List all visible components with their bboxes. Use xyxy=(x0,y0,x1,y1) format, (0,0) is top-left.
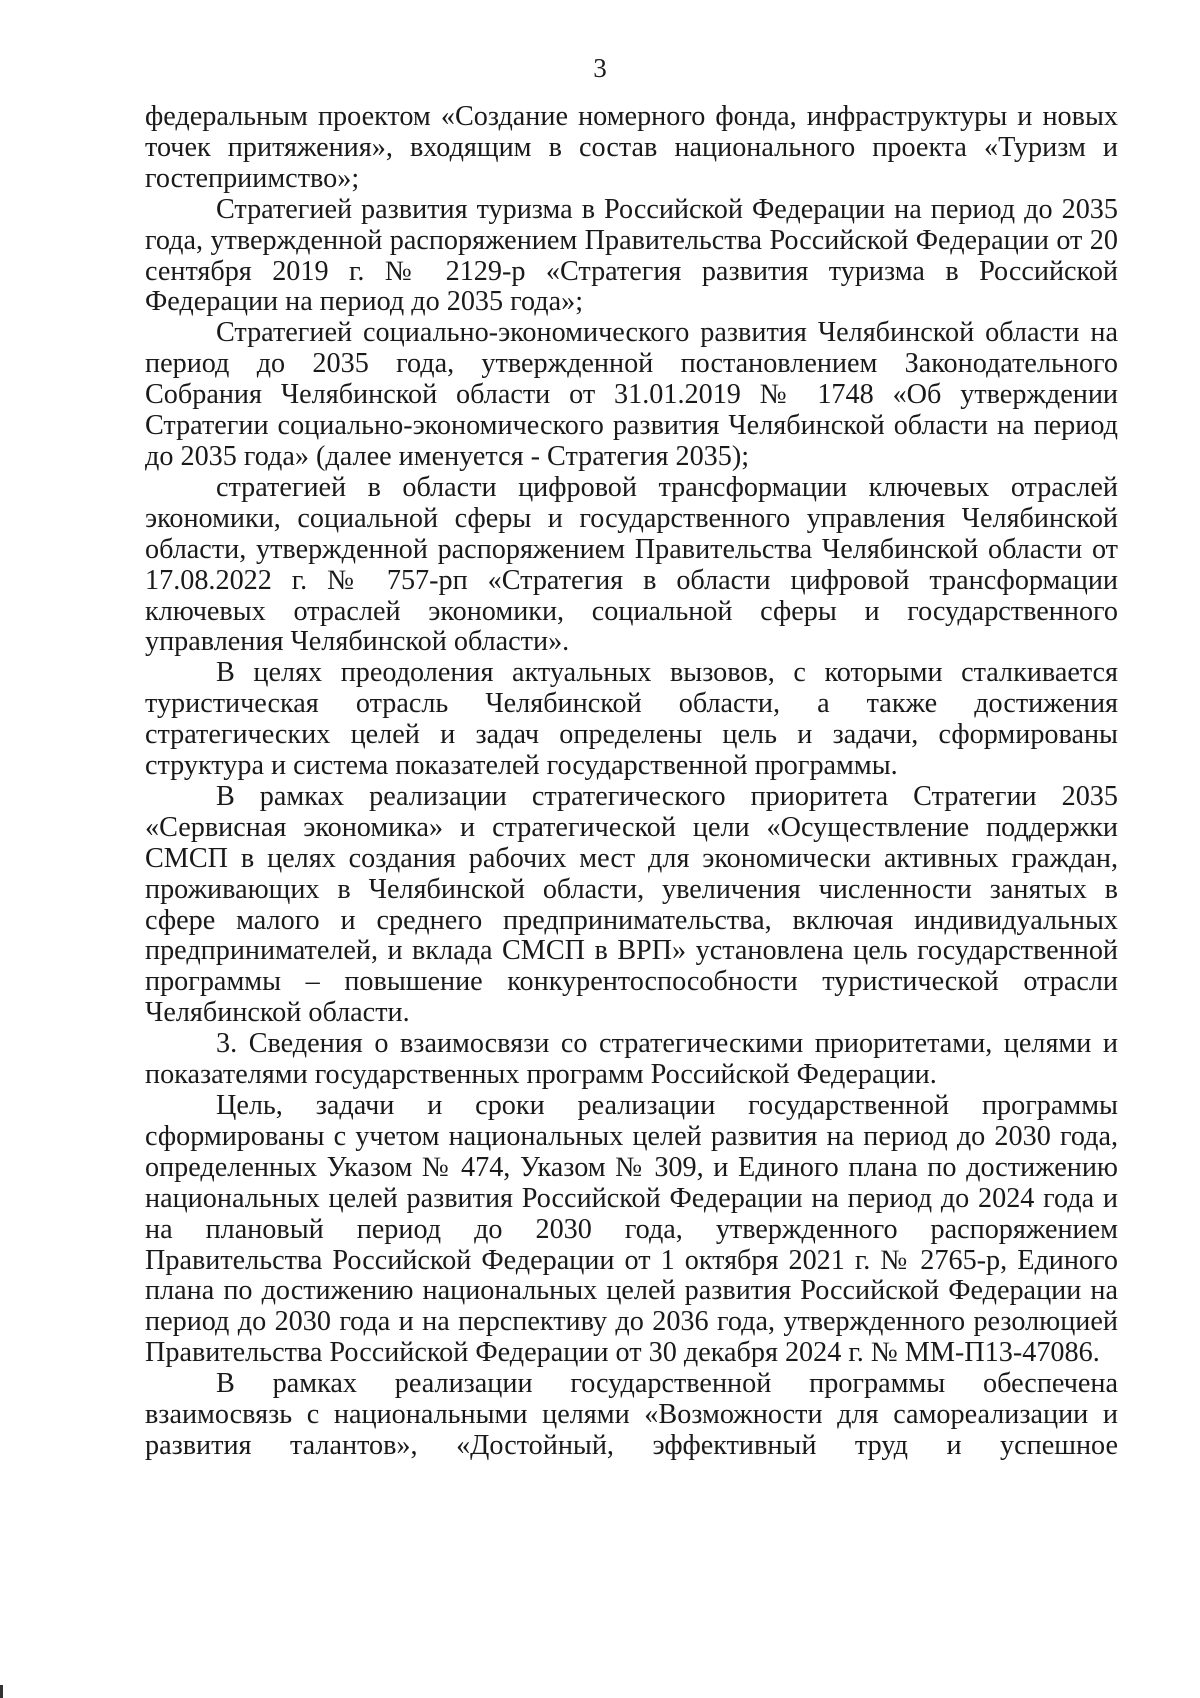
document-body xyxy=(145,102,1118,1462)
paragraph-strategic-priority: В рамках реализации стратегического приоритета Стратегии 2035 «Сервисная экономика» и стратегической цели «Осуществление поддержки СМСП в целях создания рабочих мест для экономически активных граждан, проживающих в Челябинской области, увеличения численности занятых в сфере малого и среднего предпринимательства, включая индивидуальных предпринимателей, и вклада СМСП в ВРП» установлена цель государственной программы – повышение конкурентоспособности туристической отрасли Челябинской области. xyxy=(145,780,1118,1029)
section-heading-3: 3. Сведения о взаимосвязи со стратегическими приоритетами, целями и показателями государственных программ Российской Федерации. xyxy=(145,1028,1118,1091)
paragraph-national-goals: Цель, задачи и сроки реализации государственной программы сформированы с учетом национальных целей развития на период до 2030 года, определенных Указом № 474, Указом № 309, и Единого плана по достижению национальных целей развития Российской Федерации на период до 2024 года и на плановый период до 2030 года, утвержденного распоряжением Правительства Российской Федерации от 1 октября 2021 г. № 2765-р, Единого плана по достижению национальных целей развития Российской Федерации на период до 2030 года и на перспективу до 2036 года, утвержденного резолюцией Правительства Российской Федерации от 30 декабря 2024 г. № ММ-П13-47086. xyxy=(145,1090,1118,1369)
page-number: 3 xyxy=(593,53,607,83)
paragraph-challenges: В целях преодоления актуальных вызовов, с которыми сталкивается туристическая отрасль Челябинской области, а также достижения стратегических целей и задач определены цель и задачи, сформированы структура и система показателей государственной программы. xyxy=(145,657,1118,782)
paragraph-socioeconomic-strategy: Стратегией социально-экономического развития Челябинской области на период до 2035 года, утвержденной постановлением Законодательного Собрания Челябинской области от 31.01.2019 № 1748 «Об утверждении Стратегии социально-экономического развития Челябинской области на период до 2035 года» (далее именуется - Стратегия 2035); xyxy=(145,317,1118,472)
scan-margin-mark xyxy=(0,1685,3,1698)
paragraph-federal-project: федеральным проектом «Создание номерного фонда, инфраструктуры и новых точек притяжения», входящим в состав национального проекта «Туризм и гостеприимство»; xyxy=(145,101,1118,194)
paragraph-tourism-strategy: Стратегией развития туризма в Российской Федерации на период до 2035 года, утвержденной распоряжением Правительства Российской Федерации от 20 сентября 2019 г. № 2129-р «Стратегия развития туризма в Российской Федерации на период до 2035 года»; xyxy=(145,193,1118,318)
paragraph-program-linkage: В рамках реализации государственной программы обеспечена взаимосвязь с национальными целями «Возможности для самореализации и развития талантов», «Достойный, эффективный труд и успешное xyxy=(145,1368,1118,1461)
paragraph-digital-transformation-strategy: стратегией в области цифровой трансформации ключевых отраслей экономики, социальной сферы и государственного управления Челябинской области, утвержденной распоряжением Правительства Челябинской области от 17.08.2022 г. № 757-рп «Стратегия в области цифровой трансформации ключевых отраслей экономики, социальной сферы и государственного управления Челябинской области». xyxy=(145,471,1118,658)
